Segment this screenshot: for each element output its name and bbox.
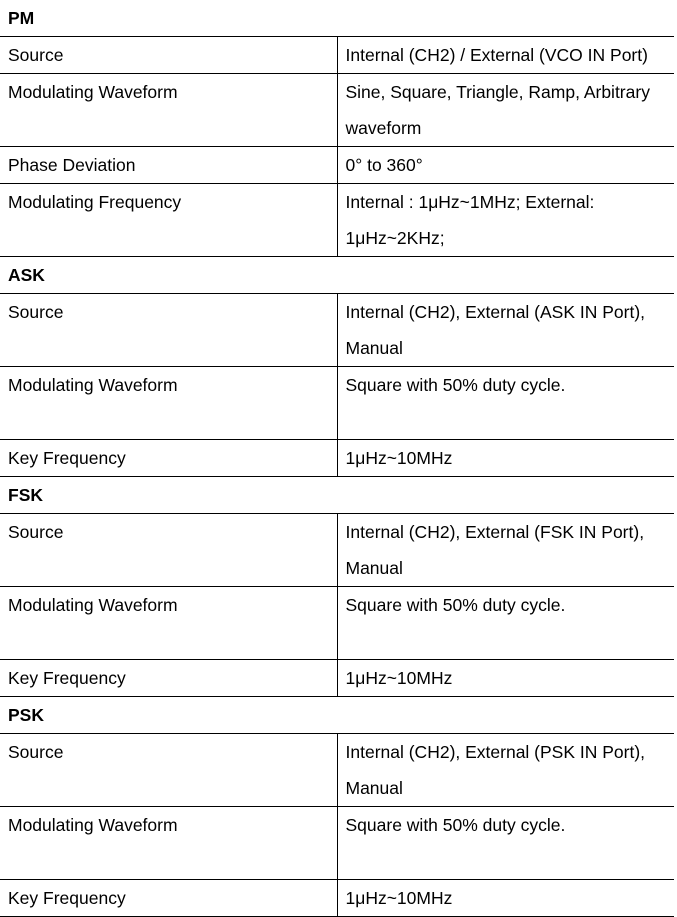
parameter-name: Key Frequency <box>0 660 337 697</box>
parameter-name: Modulating Waveform <box>0 74 337 147</box>
parameter-name: Key Frequency <box>0 880 337 917</box>
parameter-value: Internal (CH2), External (ASK IN Port), Manual <box>337 294 674 367</box>
parameter-name: Source <box>0 294 337 367</box>
parameter-name: Key Frequency <box>0 440 337 477</box>
table-row <box>0 660 674 697</box>
table-row <box>0 294 674 367</box>
parameter-value: Sine, Square, Triangle, Ramp, Arbitrary waveform <box>337 74 674 147</box>
section-title: ASK <box>0 257 674 294</box>
table-row <box>0 587 674 660</box>
parameter-value: 0° to 360° <box>337 147 674 184</box>
table-row <box>0 367 674 440</box>
parameter-name: Source <box>0 37 337 74</box>
parameter-value: 1μHz~10MHz <box>337 440 674 477</box>
section-title: FSK <box>0 477 674 514</box>
parameter-name: Source <box>0 514 337 587</box>
section-title: PM <box>8 8 35 28</box>
parameter-name: Modulating Waveform <box>0 367 337 440</box>
parameter-value: Internal (CH2), External (PSK IN Port), Manual <box>337 734 674 807</box>
parameter-value: 1μHz~10MHz <box>337 660 674 697</box>
table-row <box>0 37 674 74</box>
table-row <box>0 440 674 477</box>
table-row <box>0 880 674 917</box>
parameter-value: Square with 50% duty cycle. <box>337 587 674 660</box>
parameter-name: Modulating Waveform <box>0 807 337 880</box>
parameter-name: Phase Deviation <box>0 147 337 184</box>
section-header-row <box>0 697 674 734</box>
parameter-value: Internal (CH2) / External (VCO IN Port) <box>337 37 674 74</box>
table-row <box>0 807 674 880</box>
parameter-value: Square with 50% duty cycle. <box>337 367 674 440</box>
section-header-row <box>0 477 674 514</box>
parameter-value: Square with 50% duty cycle. <box>337 807 674 880</box>
parameter-value: Internal (CH2), External (FSK IN Port), Manual <box>337 514 674 587</box>
table-row <box>0 184 674 257</box>
parameter-name: Modulating Frequency <box>0 184 337 257</box>
table-row <box>0 734 674 807</box>
section-header-row <box>0 257 674 294</box>
parameter-name: Source <box>0 734 337 807</box>
table-row <box>0 147 674 184</box>
section-header-row <box>0 0 674 37</box>
section-title: PSK <box>0 697 674 734</box>
parameter-name: Modulating Waveform <box>0 587 337 660</box>
table-row <box>0 74 674 147</box>
parameter-value: Internal : 1μHz~1MHz; External: 1μHz~2KHz; <box>337 184 674 257</box>
parameter-value: 1μHz~10MHz <box>337 880 674 917</box>
table-row <box>0 514 674 587</box>
